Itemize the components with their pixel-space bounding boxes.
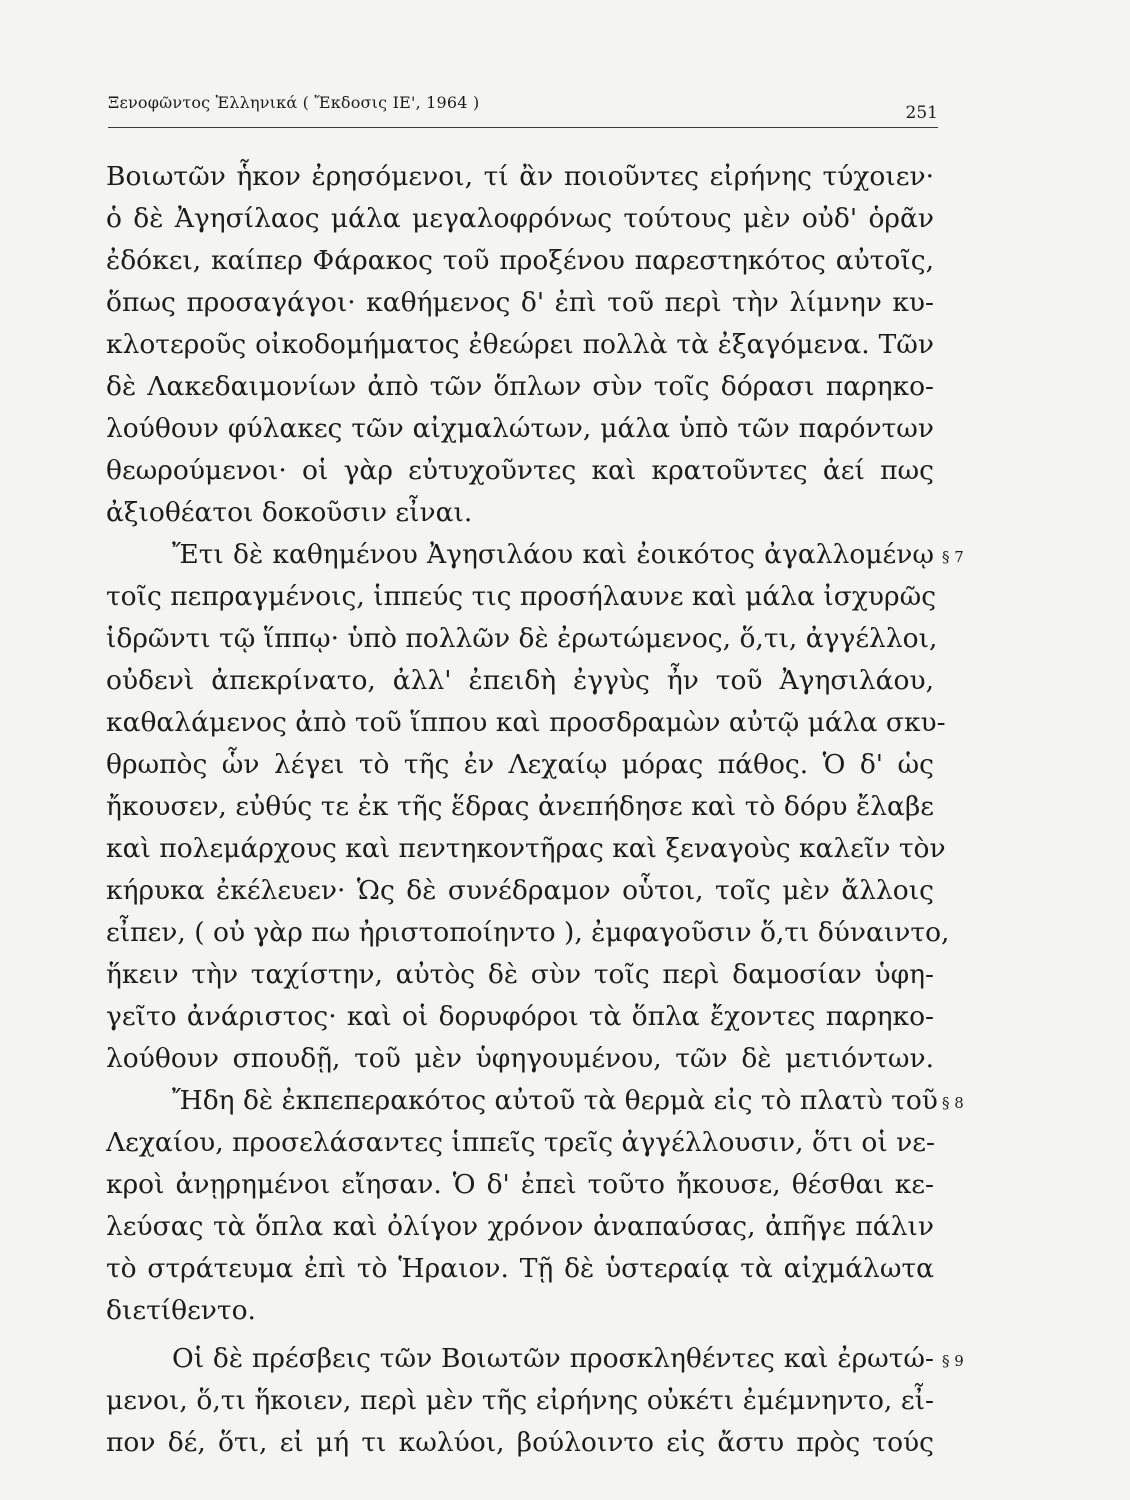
text-line: κλοτεροῦς οἰκοδομήματος ἐθεώρει πολλὰ τὰ ἐξαγόμενα. Τῶν — [106, 329, 934, 360]
text-line: ὁ δὲ Ἀγησίλαος μάλα μεγαλοφρόνως τούτους μὲν οὐδ' ὁρᾶν — [106, 203, 934, 234]
section-marker: § 7 — [942, 548, 964, 566]
running-title: Ξενοφῶντος Ἑλληνικά ( Ἔκδοσις ΙΕ', 1964 ) — [108, 93, 480, 112]
text-line: ὅπως προσαγάγοι· καθήμενος δ' ἐπὶ τοῦ περὶ τὴν λίμνην κυ- — [106, 287, 934, 318]
text-line: ἱδρῶντι τῷ ἵππῳ· ὑπὸ πολλῶν δὲ ἐρωτώμενος, ὅ,τι, ἀγγέλλοι, — [106, 623, 938, 654]
text-line: τοῖς πεπραγμένοις, ἱππεύς τις προσήλαυνε καὶ μάλα ἰσχυρῶς — [106, 581, 937, 612]
text-line: καὶ πολεμάρχους καὶ πεντηκοντῆρας καὶ ξεναγοὺς καλεῖν τὸν — [106, 833, 946, 864]
text-line: καθαλάμενος ἀπὸ τοῦ ἵππου καὶ προσδραμὼν αὐτῷ μάλα σκυ- — [106, 707, 946, 738]
text-line: πον δέ, ὅτι, εἰ μή τι κωλύοι, βούλοιντο εἰς ἄστυ πρὸς τούς — [106, 1427, 934, 1458]
text-line: λούθουν φύλακες τῶν αἰχμαλώτων, μάλα ὑπὸ τῶν παρόντων — [106, 413, 934, 444]
text-line: θεωρούμενοι· οἱ γὰρ εὐτυχοῦντες καὶ κρατοῦντες ἀεί πως — [106, 455, 934, 486]
text-line: λεύσας τὰ ὅπλα καὶ ὀλίγον χρόνον ἀναπαύσας, ἀπῆγε πάλιν — [106, 1211, 934, 1242]
text-line: θρωπὸς ὧν λέγει τὸ τῆς ἐν Λεχαίῳ μόρας πάθος. Ὁ δ' ὡς — [106, 749, 934, 780]
text-line: μενοι, ὅ,τι ἥκοιεν, περὶ μὲν τῆς εἰρήνης οὐκέτι ἐμέμνηντο, εἶ- — [106, 1385, 934, 1416]
text-line: τὸ στράτευμα ἐπὶ τὸ Ἡραιον. Τῇ δὲ ὑστεραίᾳ τὰ αἰχμάλωτα — [106, 1253, 934, 1284]
text-line: δὲ Λακεδαιμονίων ἀπὸ τῶν ὅπλων σὺν τοῖς δόρασι παρηκο- — [106, 371, 934, 402]
text-line: ἐδόκει, καίπερ Φάρακος τοῦ προξένου παρεστηκότος αὐτοῖς, — [106, 245, 934, 276]
paragraph-first-line: Ἤδη δὲ ἐκπεπερακότος αὐτοῦ τὰ θερμὰ εἰς τὸ πλατὺ τοῦ — [172, 1085, 938, 1116]
text-line: ἀξιοθέατοι δοκοῦσιν εἶναι. — [106, 497, 473, 528]
text-line: κήρυκα ἐκέλευεν· Ὡς δὲ συνέδραμον οὗτοι, τοῖς μὲν ἄλλοις — [106, 875, 934, 906]
section-marker: § 8 — [942, 1094, 964, 1112]
page-number: 251 — [905, 103, 938, 123]
text-line: Βοιωτῶν ἧκον ἐρησόμενοι, τί ἂν ποιοῦντες εἰρήνης τύχοιεν· — [106, 161, 934, 192]
text-line: οὐδενὶ ἀπεκρίνατο, ἀλλ' ἐπειδὴ ἐγγὺς ἦν τοῦ Ἀγησιλάου, — [106, 665, 934, 696]
running-header — [108, 93, 938, 128]
text-line: ἤκουσεν, εὐθύς τε ἐκ τῆς ἕδρας ἀνεπήδησε καὶ τὸ δόρυ ἔλαβε — [106, 791, 934, 822]
paragraph-first-line: Οἱ δὲ πρέσβεις τῶν Βοιωτῶν προσκληθέντες καὶ ἐρωτώ- — [172, 1343, 934, 1374]
text-line: ἥκειν τὴν ταχίστην, αὐτὸς δὲ σὺν τοῖς περὶ δαμοσίαν ὑφη- — [106, 959, 934, 990]
text-line: κροὶ ἀνῃρημένοι εἴησαν. Ὁ δ' ἐπεὶ τοῦτο ἤκουσε, θέσθαι κε- — [106, 1169, 934, 1200]
text-line: εἶπεν, ( οὐ γὰρ πω ἠριστοποίηντο ), ἐμφαγοῦσιν ὅ,τι δύναιντο, — [106, 917, 950, 948]
paragraph-first-line: Ἔτι δὲ καθημένου Ἀγησιλάου καὶ ἐοικότος ἀγαλλομένῳ — [172, 539, 934, 570]
text-line: Λεχαίου, προσελάσαντες ἱππεῖς τρεῖς ἀγγέλλουσιν, ὅτι οἱ νε- — [106, 1127, 935, 1158]
section-marker: § 9 — [942, 1352, 964, 1370]
text-line: λούθουν σπουδῇ, τοῦ μὲν ὑφηγουμένου, τῶν δὲ μετιόντων. — [106, 1043, 934, 1074]
text-line: γεῖτο ἀνάριστος· καὶ οἱ δορυφόροι τὰ ὅπλα ἔχοντες παρηκο- — [106, 1001, 934, 1032]
text-line: διετίθεντο. — [106, 1295, 256, 1326]
